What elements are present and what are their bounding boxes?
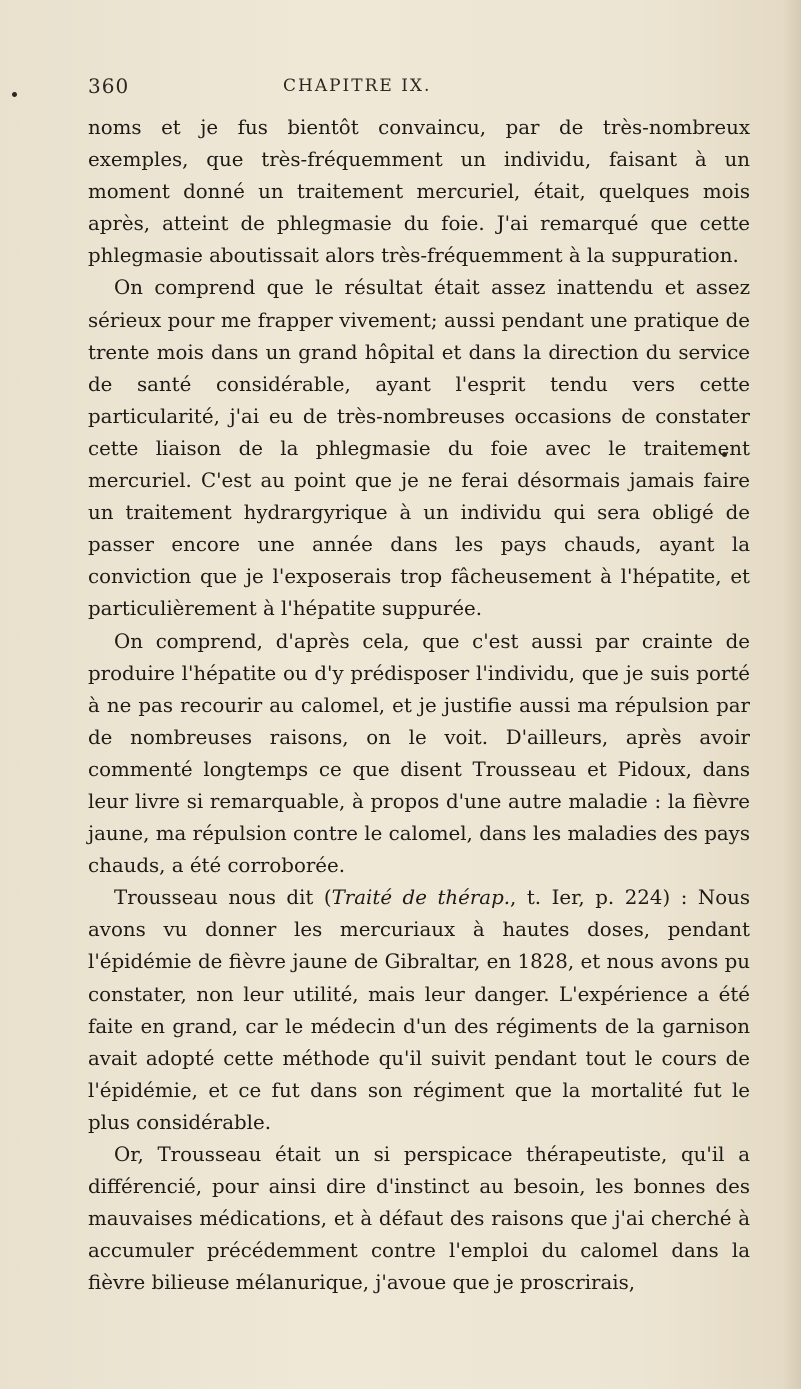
paragraph: On comprend que le résultat était assez inattendu et assez sérieux pour me frapper vivement; aussi pendant une pratique de trente mois dans un grand hôpital et dans la direction du service de santé considérable, ayant l'esprit tendu vers cette particularité, j'ai eu de très-nombreuses occasions de constater cette liaison de la phlegmasie du foie avec le traitement mercuriel. C'est au point que je ne ferai désormais jamais faire un traitement hydrargyrique à un individu qui sera obligé de passer encore une année dans les pays chauds, ayant la conviction que je l'exposerais trop fâcheusement à l'hépatite, et particulièrement à l'hépatite suppurée. [88, 276, 750, 621]
paragraph: noms et je fus bientôt convaincu, par de très-nombreux exemples, que très-fréquemment un individu, faisant à un moment donné un traitement mercuriel, était, quelques mois après, atteint de phlegmasie du foie. J'ai remarqué que cette phlegmasie aboutissait alors très-fréquemment à la suppuration. [88, 116, 750, 268]
paragraph [88, 882, 750, 1139]
page-header [88, 72, 748, 108]
paragraph: Or, Trousseau était un si perspicace thérapeutiste, qu'il a différencié, pour ainsi dire d'instinct au besoin, les bonnes des mauvaises médications, et à défaut des raisons que j'ai cherché à accumuler précédemment contre l'emploi du calomel dans la fièvre bilieuse mélanurique, j'avoue que je proscrirais, [88, 1143, 750, 1295]
page-number: 360 [88, 74, 130, 98]
paragraph-text-after: , t. Ier, p. 224) : Nous avons vu donner les mercuriaux à hautes doses, pendant l'épidémie de fièvre jaune de Gibraltar, en 1828, et nous avons pu constater, non leur utilité, mais leur danger. L'expérience a été faite en grand, car le médecin d'un des régiments de la garnison avait adopté cette méthode qu'il suivit pendant tout le cours de l'épidémie, et ce fut dans son régiment que la mortalité fut le plus considérable. [88, 886, 750, 1134]
running-head: CHAPITRE IX. [283, 76, 432, 96]
paragraph-text-before: Trousseau nous dit ( [114, 886, 332, 910]
paragraph: On comprend, d'après cela, que c'est aussi par crainte de produire l'hépatite ou d'y prédisposer l'individu, que je suis porté à ne pas recourir au calomel, et je justifie aussi ma répulsion par de nombreuses raisons, on le voit. D'ailleurs, après avoir commenté longtemps ce que disent Trousseau et Pidoux, dans leur livre si remarquable, à propos d'une autre maladie : la fièvre jaune, ma répulsion contre le calomel, dans les maladies des pays chauds, a été corroborée. [88, 629, 750, 878]
margin-mark-dot [12, 92, 17, 97]
book-title-citation: Traité de thérap. [331, 886, 511, 910]
body-text [88, 112, 750, 1299]
page-edge-shadow [783, 0, 801, 1389]
